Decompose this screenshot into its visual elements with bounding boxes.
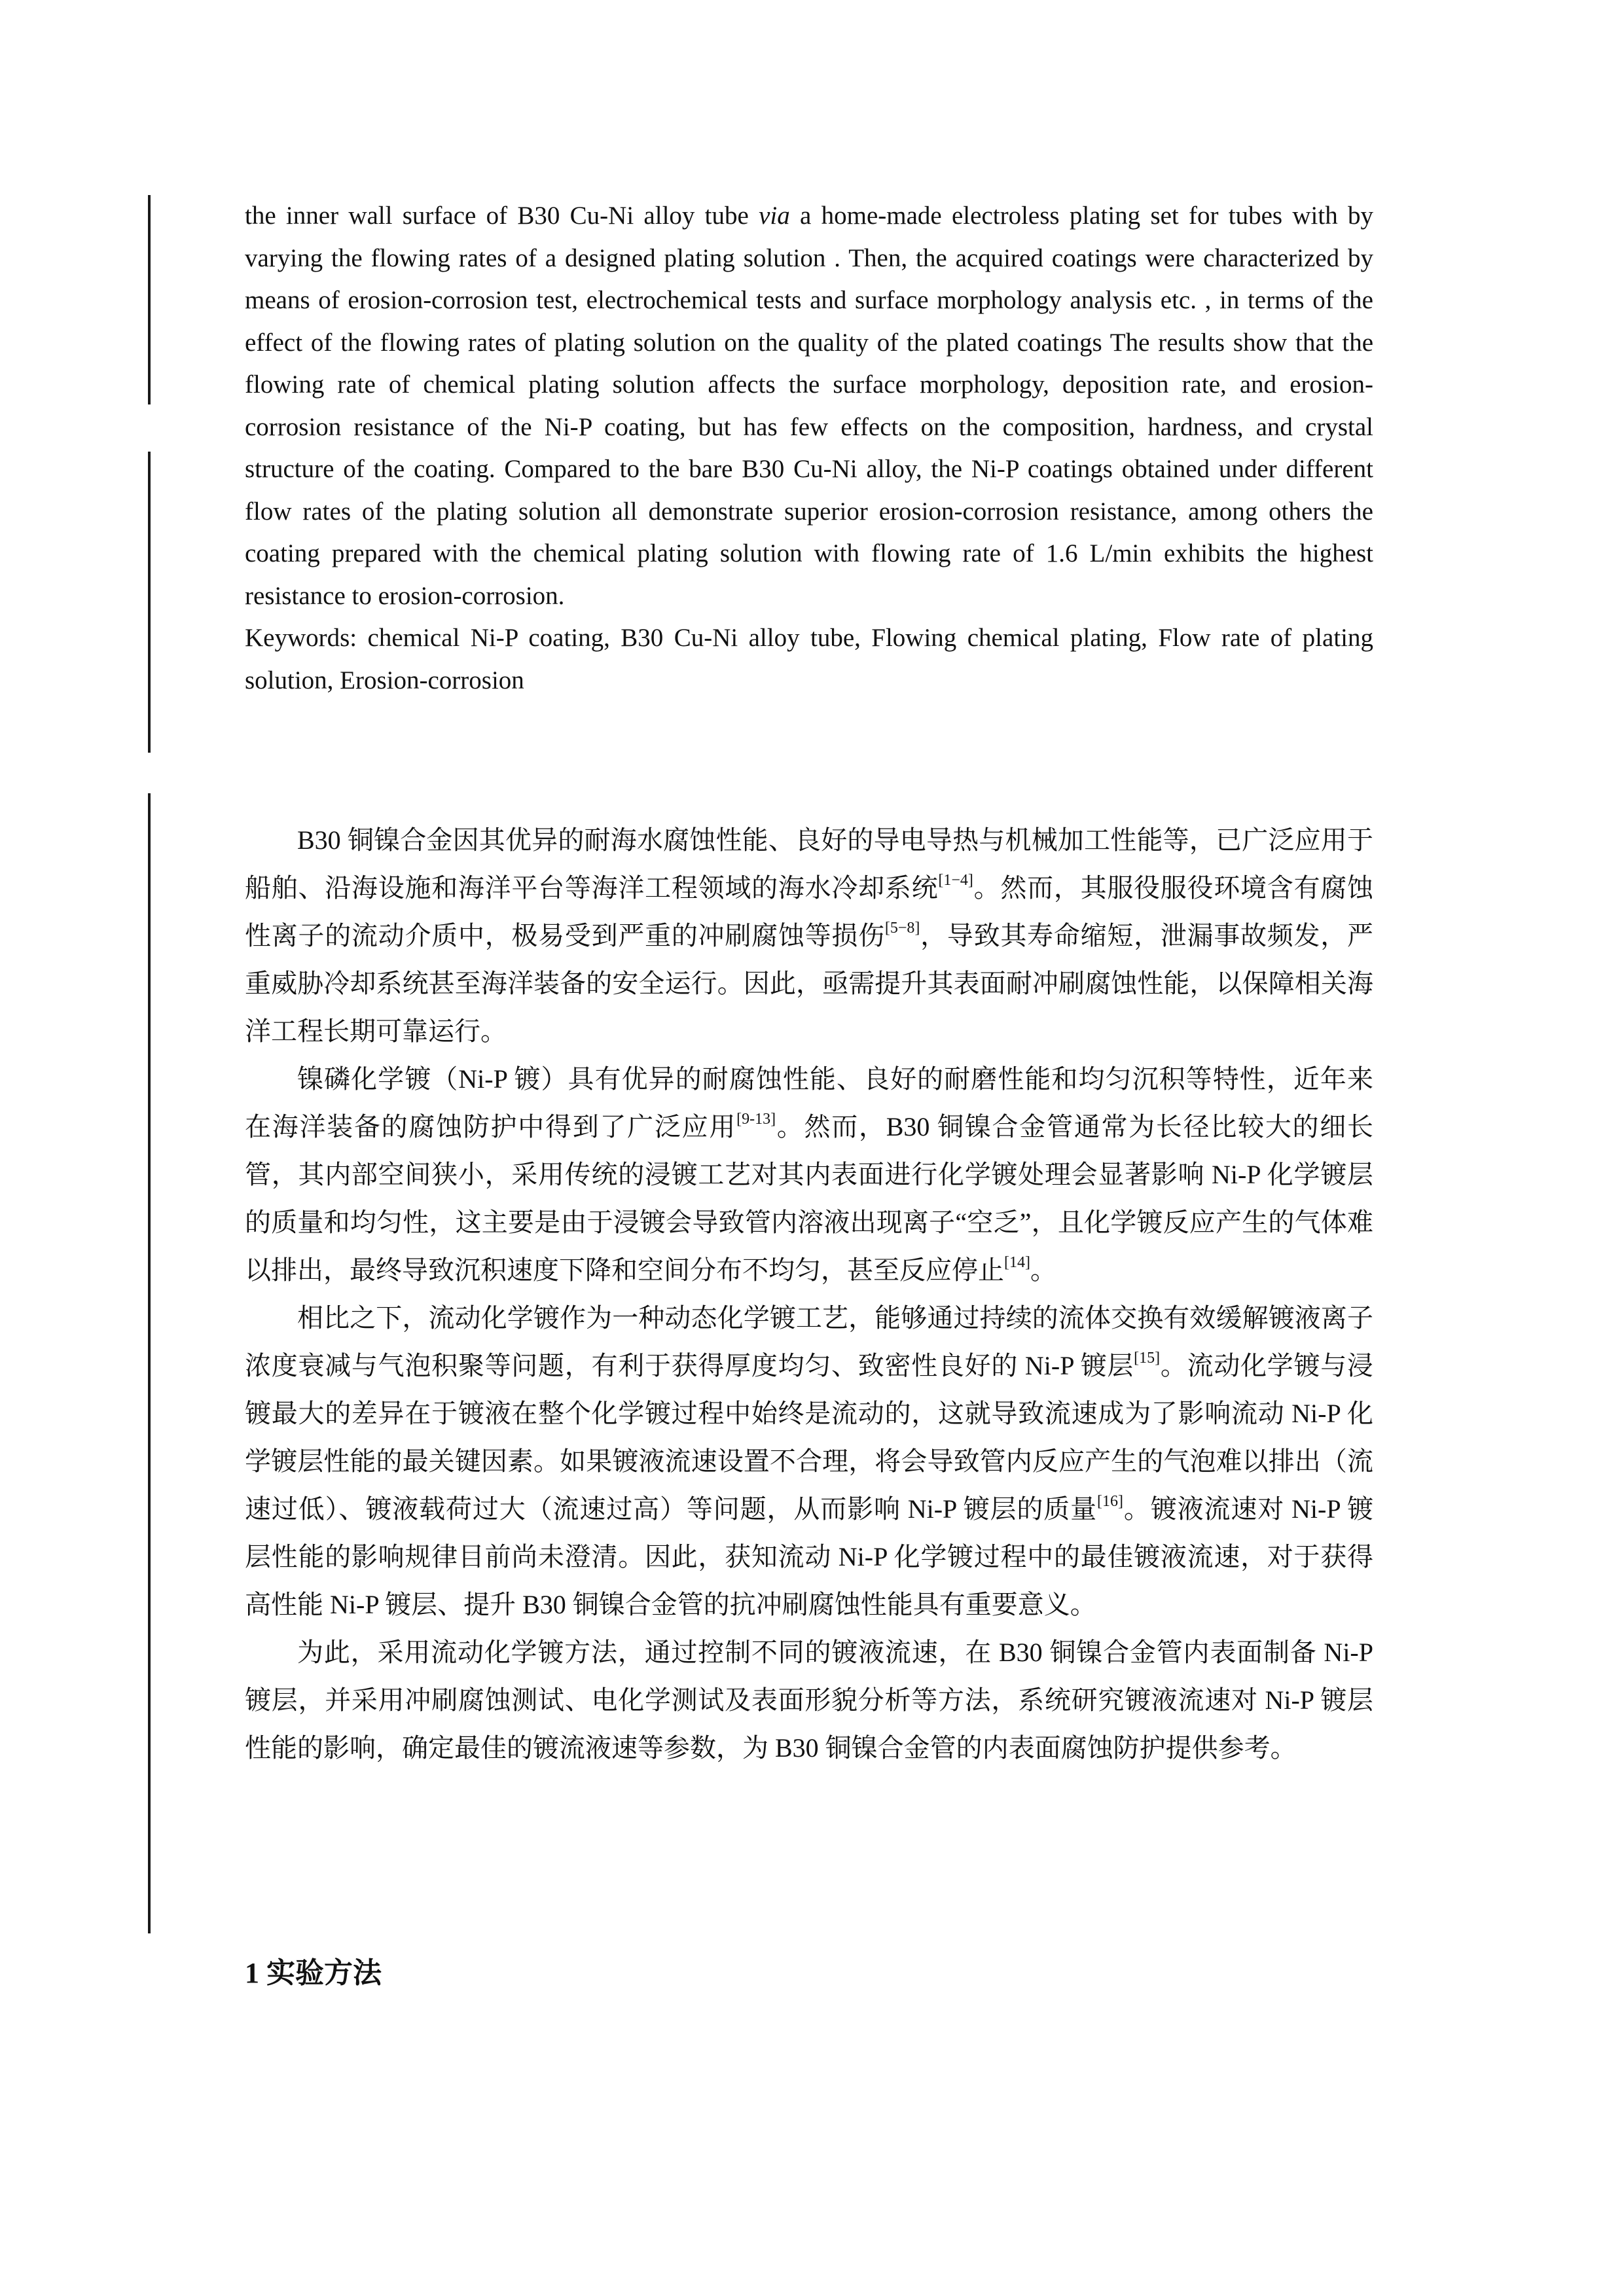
abstract-block	[245, 195, 1373, 702]
paragraph-4: 为此，采用流动化学镀方法，通过控制不同的镀液流速，在 B30 铜镍合金管内表面制备 Ni-P 镀层，并采用冲刷腐蚀测试、电化学测试及表面形貌分析等方法，系统研究镀液流速对 Ni-P 镀层性能的影响，确定最佳的镀流液速等参数，为 B30 铜镍合金管的内表面腐蚀防护提供参考。	[245, 1638, 1373, 1763]
citation: [5−8]	[884, 920, 920, 937]
paragraph-2: 镍磷化学镀（Ni-P 镀）具有优异的耐腐蚀性能、良好的耐磨性能和均匀沉积等特性，近年来在海洋装备的腐蚀防护中得到了广泛应用[9-13]。然而，B30 铜镍合金管通常为长径比较大的细长管，其内部空间狭小，采用传统的浸镀工艺对其内表面进行化学镀处理会显著影响 Ni-P 化学镀层的质量和均匀性，这主要是由于浸镀会导致管内溶液出现离子“空乏”，且化学镀反应产生的气体难以排出，最终导致沉积速度下降和空间分布不均匀，甚至反应停止[14]。	[245, 1064, 1373, 1285]
main-text	[245, 816, 1373, 1772]
citation: [16]	[1097, 1493, 1124, 1510]
paragraph-3: 相比之下，流动化学镀作为一种动态化学镀工艺，能够通过持续的流体交换有效缓解镀液离子浓度衰减与气泡积聚等问题，有利于获得厚度均匀、致密性良好的 Ni-P 镀层[15]。流动化学镀与浸镀最大的差异在于镀液在整个化学镀过程中始终是流动的，这就导致流速成为了影响流动 Ni-P 化学镀层性能的最关键因素。如果镀液流速设置不合理，将会导致管内反应产生的气泡难以排出（流速过低）、镀液载荷过大（流速过高）等问题，从而影响 Ni-P 镀层的质量[16]。镀液流速对 Ni-P 镀层性能的影响规律目前尚未澄清。因此，获知流动 Ni-P 化学镀过程中的最佳镀液流速，对于获得高性能 Ni-P 镀层、提升 B30 铜镍合金管的抗冲刷腐蚀性能具有重要意义。	[245, 1303, 1373, 1619]
citation: [15]	[1134, 1350, 1161, 1367]
revision-bar	[148, 793, 151, 1933]
keywords: Keywords: chemical Ni-P coating, B30 Cu-Ni alloy tube, Flowing chemical plating, Flow rate of plating solution, Erosion-corrosion	[245, 624, 1373, 694]
abstract-body: the inner wall surface of B30 Cu-Ni alloy tube via a home-made electroless plating set for tubes with by varying the flowing rates of a designed plating solution . Then, the acquired coatings were characterized by means of erosion-corrosion test, electrochemical tests and surface morphology analysis etc. , in terms of the effect of the flowing rates of plating solution on the quality of the plated coatings The results show that the flowing rate of chemical plating solution affects the surface morphology, deposition rate, and erosion-corrosion resistance of the Ni-P coating, but has few effects on the composition, hardness, and crystal structure of the coating. Compared to the bare B30 Cu-Ni alloy, the Ni-P coatings obtained under different flow rates of the plating solution all demonstrate superior erosion-corrosion resistance, among others the coating prepared with the chemical plating solution with flowing rate of 1.6 L/min exhibits the highest resistance to erosion-corrosion.	[245, 202, 1373, 610]
revision-bar	[148, 195, 151, 404]
section-heading: 1 实验方法	[245, 1957, 382, 1989]
citation: [9-13]	[736, 1111, 776, 1128]
citation: [1−4]	[938, 872, 973, 889]
revision-bar	[148, 1371, 151, 1430]
revision-bar	[148, 452, 151, 753]
citation: [14]	[1004, 1254, 1030, 1271]
revision-bar	[148, 1456, 151, 1514]
paragraph-1: B30 铜镍合金因其优异的耐海水腐蚀性能、良好的导电导热与机械加工性能等，已广泛应用于船舶、沿海设施和海洋平台等海洋工程领域的海水冷却系统[1−4]。然而，其服役服役环境含有腐蚀性离子的流动介质中，极易受到严重的冲刷腐蚀等损伤[5−8]，导致其寿命缩短，泄漏事故频发，严重威胁冷却系统甚至海洋装备的安全运行。因此，亟需提升其表面耐冲刷腐蚀性能，以保障相关海洋工程长期可靠运行。	[245, 825, 1374, 1046]
